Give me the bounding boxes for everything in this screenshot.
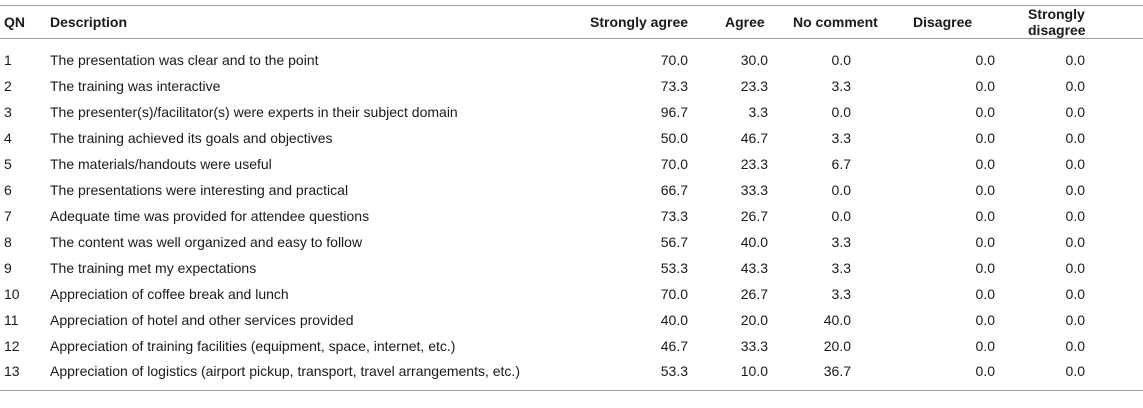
cell-no-comment: 20.0 [823,337,851,354]
cell-disagree: 0.0 [975,181,995,198]
cell-qn: 4 [4,129,12,146]
cell-agree: 33.3 [740,337,768,354]
cell-strongly-agree: 50.0 [660,129,688,146]
cell-description: Adequate time was provided for attendee questions [50,207,370,224]
cell-strongly-disagree: 0.0 [1065,155,1085,172]
table-row [0,359,1143,391]
cell-description: Appreciation of training facilities (equipment, space, internet, etc.) [50,337,456,354]
table-row [0,177,1143,203]
cell-strongly-disagree: 0.0 [1023,359,1143,391]
cell-disagree: 0.0 [975,259,995,276]
table-row [0,39,1143,73]
cell-disagree: 0.0 [975,77,995,94]
cell-disagree: 0.0 [975,207,995,224]
cell-strongly-agree: 96.7 [660,103,688,120]
cell-disagree: 0.0 [975,233,995,250]
header-strongly-agree: Strongly agree [580,6,710,39]
cell-qn: 11 [4,311,19,328]
cell-description: The training achieved its goals and objectives [50,129,333,146]
table-row [0,125,1143,151]
cell-agree: 33.3 [740,181,768,198]
cell-strongly-disagree: 0.0 [1065,181,1085,198]
cell-strongly-agree: 73.3 [660,77,688,94]
table-row [0,73,1143,99]
table-header [0,6,1143,39]
cell-disagree: 0.0 [975,155,995,172]
cell-no-comment: 0.0 [831,103,851,120]
table-row [0,307,1143,333]
cell-disagree: 0.0 [975,311,995,328]
cell-description: Appreciation of coffee break and lunch [50,285,289,302]
cell-qn: 10 [4,285,20,302]
cell-qn: 1 [4,51,12,68]
cell-agree: 20.0 [740,311,768,328]
table-row [0,255,1143,281]
cell-agree: 26.7 [740,207,768,224]
cell-description: The content was well organized and easy to follow [50,233,363,250]
cell-qn: 13 [0,359,50,391]
cell-description: Appreciation of hotel and other services provided [50,311,354,328]
cell-strongly-disagree: 0.0 [1065,233,1085,250]
header-disagree: Disagree [910,6,1023,39]
cell-qn: 5 [4,155,12,172]
cell-strongly-agree: 46.7 [660,337,688,354]
cell-agree: 46.7 [740,129,768,146]
cell-strongly-agree: 70.0 [660,285,688,302]
cell-no-comment: 6.7 [831,155,851,172]
cell-agree: 10.0 [710,359,790,391]
cell-no-comment: 3.3 [831,233,851,250]
header-no-comment: No comment [790,6,910,39]
table-row [0,333,1143,359]
cell-strongly-disagree: 0.0 [1065,259,1085,276]
cell-description: The presentations were interesting and practical [50,181,349,198]
cell-agree: 30.0 [740,51,768,68]
cell-qn: 8 [4,233,12,250]
cell-strongly-disagree: 0.0 [1065,337,1085,354]
cell-disagree: 0.0 [910,359,1023,391]
cell-no-comment: 3.3 [831,285,851,302]
cell-strongly-disagree: 0.0 [1065,207,1085,224]
cell-description: The materials/handouts were useful [50,155,272,172]
cell-no-comment: 3.3 [831,259,851,276]
cell-no-comment: 3.3 [831,77,851,94]
table-row [0,281,1143,307]
cell-no-comment: 36.7 [790,359,910,391]
header-description: Description [50,6,580,39]
cell-description: Appreciation of logistics (airport pickup, transport, travel arrangements, etc.) [50,359,580,391]
header-agree: Agree [710,6,790,39]
cell-agree: 3.3 [748,103,768,120]
table-body [0,39,1143,391]
cell-no-comment: 0.0 [831,181,851,198]
cell-strongly-disagree: 0.0 [1065,103,1085,120]
cell-disagree: 0.0 [975,285,995,302]
cell-strongly-agree: 53.3 [580,359,710,391]
header-row [0,6,1143,39]
cell-qn: 12 [4,337,20,354]
cell-strongly-agree: 66.7 [660,181,688,198]
table-row [0,151,1143,177]
cell-agree: 40.0 [740,233,768,250]
cell-qn: 2 [4,77,12,94]
cell-agree: 23.3 [740,155,768,172]
cell-strongly-disagree: 0.0 [1065,285,1085,302]
cell-strongly-agree: 53.3 [660,259,688,276]
cell-strongly-agree: 70.0 [660,51,688,68]
cell-no-comment: 3.3 [831,129,851,146]
cell-qn: 7 [4,207,12,224]
cell-description: The presentation was clear and to the point [50,51,319,68]
survey-results-table [0,5,1143,391]
cell-agree: 43.3 [740,259,768,276]
cell-qn: 3 [4,103,12,120]
cell-description: The presenter(s)/facilitator(s) were experts in their subject domain [50,103,458,120]
table-row [0,229,1143,255]
cell-strongly-agree: 73.3 [660,207,688,224]
cell-strongly-agree: 70.0 [660,155,688,172]
cell-strongly-agree: 56.7 [660,233,688,250]
cell-description: The training was interactive [50,77,221,94]
cell-strongly-disagree: 0.0 [1065,129,1085,146]
header-strongly-disagree: Strongly disagree [1023,6,1143,39]
cell-qn: 9 [4,259,12,276]
cell-disagree: 0.0 [975,129,995,146]
cell-description: The training met my expectations [50,259,257,276]
table-row [0,203,1143,229]
cell-disagree: 0.0 [975,51,995,68]
cell-no-comment: 0.0 [831,207,851,224]
cell-qn: 6 [4,181,12,198]
cell-disagree: 0.0 [975,337,995,354]
cell-agree: 23.3 [740,77,768,94]
header-qn: QN [0,6,50,39]
cell-strongly-disagree: 0.0 [1065,77,1085,94]
cell-strongly-agree: 40.0 [660,311,688,328]
cell-strongly-disagree: 0.0 [1065,51,1085,68]
cell-no-comment: 40.0 [823,311,851,328]
cell-no-comment: 0.0 [831,51,851,68]
table-row [0,99,1143,125]
cell-disagree: 0.0 [975,103,995,120]
cell-strongly-disagree: 0.0 [1065,311,1085,328]
cell-agree: 26.7 [740,285,768,302]
